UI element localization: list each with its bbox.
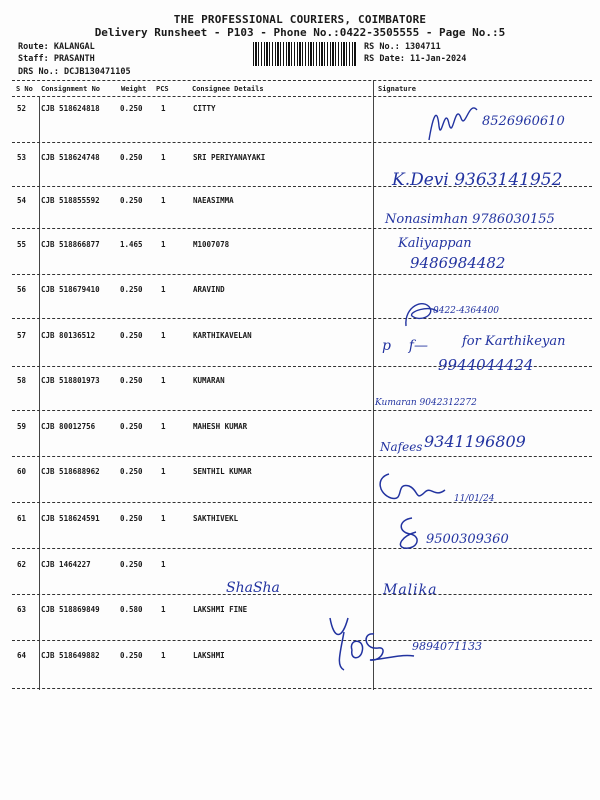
pcs-cell: 1 — [161, 376, 166, 385]
signature-scribble — [375, 468, 455, 508]
weight-cell: 0.250 — [120, 104, 143, 113]
row-divider — [12, 410, 592, 411]
sno-cell: 57 — [17, 331, 27, 340]
weight-cell: 0.250 — [120, 196, 143, 205]
pcs-cell: 1 — [161, 240, 166, 249]
pcs-cell: 1 — [161, 153, 166, 162]
rs-date: RS Date: 11-Jan-2024 — [364, 54, 467, 64]
weight-cell: 0.250 — [120, 422, 143, 431]
consignment-cell: CJB 80136512 — [41, 331, 96, 340]
consignment-cell: CJB 1464227 — [41, 560, 91, 569]
rs-number: RS No.: 1304711 — [364, 42, 441, 52]
consignee-cell: SRI PERIYANAYAKI — [193, 153, 266, 162]
sno-cell: 64 — [17, 651, 27, 660]
consignee-cell: LAKSHMI — [193, 651, 225, 660]
handwritten-for-name: for Karthikeyan — [462, 334, 566, 349]
staff-label: Staff: PRASANTH — [18, 54, 95, 64]
handwritten-name: Malika — [383, 582, 438, 598]
weight-cell: 1.465 — [120, 240, 143, 249]
consignee-cell: SAKTHIVEKL — [193, 514, 239, 523]
consignee-cell: MAHESH KUMAR — [193, 422, 248, 431]
handwritten-phone: 8526960610 — [482, 114, 565, 129]
col-consignment: Consignment No — [41, 85, 101, 93]
handwritten-name-phone: Kumaran 9042312272 — [375, 398, 477, 408]
handwritten-name: Nafees — [380, 440, 423, 454]
consignment-cell: CJB 518866877 — [41, 240, 100, 249]
weight-cell: 0.580 — [120, 605, 143, 614]
consignee-cell: CITTY — [193, 104, 216, 113]
consignee-cell: KUMARAN — [193, 376, 225, 385]
consignment-cell: CJB 518801973 — [41, 376, 100, 385]
weight-cell: 0.250 — [120, 153, 143, 162]
route-label: Route: KALANGAL — [18, 42, 95, 52]
signature-scribble — [322, 610, 422, 674]
table-top-rule — [12, 80, 592, 81]
consignee-cell: NAEASIMMA — [193, 196, 234, 205]
weight-cell: 0.250 — [120, 331, 143, 340]
pcs-cell: 1 — [161, 467, 166, 476]
sno-cell: 59 — [17, 422, 27, 431]
pcs-cell: 1 — [161, 560, 166, 569]
weight-cell: 0.250 — [120, 376, 143, 385]
weight-cell: 0.250 — [120, 467, 143, 476]
handwritten-phone: 9500309360 — [426, 532, 509, 547]
sno-cell: 62 — [17, 560, 27, 569]
handwritten-phone: 9894071133 — [412, 640, 482, 653]
consignee-cell: SENTHIL KUMAR — [193, 467, 252, 476]
weight-cell: 0.250 — [120, 651, 143, 660]
sno-cell: 61 — [17, 514, 27, 523]
consignee-cell: LAKSHMI FINE — [193, 605, 248, 614]
row-divider — [12, 274, 592, 275]
handwritten-date: 11/01/24 — [454, 494, 495, 504]
handwritten-name: Kaliyappan — [398, 236, 472, 251]
pcs-cell: 1 — [161, 422, 166, 431]
handwritten-name: ShaSha — [226, 580, 280, 596]
col-weight: Weight — [121, 85, 147, 93]
sno-cell: 63 — [17, 605, 27, 614]
row-divider — [12, 318, 592, 319]
handwritten-name-phone: Nonasimhan 9786030155 — [385, 212, 555, 227]
handwritten-phone: 9486984482 — [410, 254, 506, 272]
col-sno: S No — [16, 85, 33, 93]
company-title: THE PROFESSIONAL COURIERS, COIMBATORE — [173, 13, 427, 26]
consignee-cell: ARAVIND — [193, 285, 225, 294]
handwritten-name-phone: K.Devi 9363141952 — [392, 170, 563, 190]
sno-cell: 53 — [17, 153, 27, 162]
row-divider — [12, 688, 592, 689]
consignment-cell: CJB 518688962 — [41, 467, 100, 476]
handwritten-phone: 0422-4364400 — [433, 306, 500, 316]
consignment-cell: CJB 518624748 — [41, 153, 100, 162]
row-divider — [12, 142, 592, 143]
pcs-cell: 1 — [161, 605, 166, 614]
weight-cell: 0.250 — [120, 285, 143, 294]
consignment-cell: CJB 518855592 — [41, 196, 100, 205]
handwritten-initials: p f— — [382, 338, 428, 354]
consignment-cell: CJB 518679410 — [41, 285, 100, 294]
col-pcs: PCS — [156, 85, 169, 93]
sno-cell: 56 — [17, 285, 27, 294]
weight-cell: 0.250 — [120, 560, 143, 569]
signature-scribble — [425, 96, 485, 146]
sno-cell: 52 — [17, 104, 27, 113]
pcs-cell: 1 — [161, 514, 166, 523]
weight-cell: 0.250 — [120, 514, 143, 523]
col-divider — [373, 80, 374, 690]
consignment-cell: CJB 518624591 — [41, 514, 100, 523]
row-divider — [12, 502, 592, 503]
consignee-cell: KARTHIKAVELAN — [193, 331, 252, 340]
consignment-cell: CJB 518624818 — [41, 104, 100, 113]
drs-number: DRS No.: DCJB130471105 — [18, 67, 131, 77]
runsheet-title: Delivery Runsheet - P103 - Phone No.:0422-3505555 - Page No.:5 — [94, 26, 506, 39]
pcs-cell: 1 — [161, 196, 166, 205]
barcode — [253, 42, 357, 66]
col-signature: Signature — [378, 85, 416, 93]
pcs-cell: 1 — [161, 104, 166, 113]
row-divider — [12, 640, 592, 641]
handwritten-phone: 9944044424 — [438, 356, 534, 374]
pcs-cell: 1 — [161, 285, 166, 294]
sno-cell: 58 — [17, 376, 27, 385]
header-bottom-rule — [12, 96, 592, 97]
consignment-cell: CJB 518649882 — [41, 651, 100, 660]
row-divider — [12, 548, 592, 549]
consignment-cell: CJB 80012756 — [41, 422, 96, 431]
row-divider — [12, 594, 592, 595]
sno-cell: 55 — [17, 240, 27, 249]
pcs-cell: 1 — [161, 651, 166, 660]
row-divider — [12, 228, 592, 229]
consignee-cell: M1007078 — [193, 240, 230, 249]
consignment-cell: CJB 518869849 — [41, 605, 100, 614]
sno-cell: 54 — [17, 196, 27, 205]
col-consignee: Consignee Details — [192, 85, 264, 93]
sno-cell: 60 — [17, 467, 27, 476]
row-divider — [12, 456, 592, 457]
pcs-cell: 1 — [161, 331, 166, 340]
handwritten-phone: 9341196809 — [424, 432, 526, 451]
signature-scribble — [394, 514, 428, 554]
